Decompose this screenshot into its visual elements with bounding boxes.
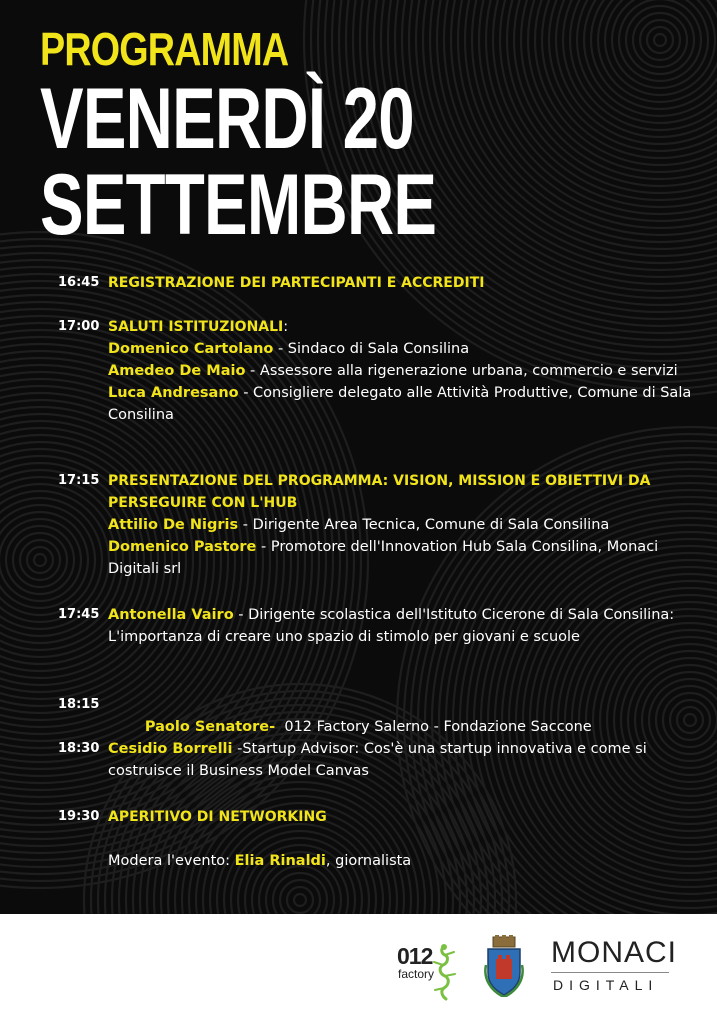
- time-label: 17:45: [58, 607, 100, 622]
- speaker-role: - Promotore dell'Innovation Hub Sala Consilina, Monaci Digitali srl: [108, 539, 659, 577]
- date-heading-day: VENERDÌ 20: [40, 71, 414, 167]
- item-title: SALUTI ISTITUZIONALI: [108, 319, 284, 335]
- digitali-wordmark: DIGITALI: [553, 977, 659, 993]
- item-title: REGISTRAZIONE DEI PARTECIPANTI E ACCREDITI: [108, 275, 485, 291]
- speaker-role: - Consigliere delegato alle Attività Produttive, Comune di Sala Consilina: [108, 385, 692, 423]
- speaker-role: - Dirigente Area Tecnica, Comune di Sala Consilina: [238, 517, 610, 533]
- item-title: APERITIVO DI NETWORKING: [108, 809, 327, 825]
- item-title-colon: :: [283, 319, 289, 335]
- speaker-name: Cesidio Borrelli: [108, 741, 233, 757]
- speaker-role: - Sindaco di Sala Consilina: [273, 341, 470, 357]
- speaker-name: Attilio De Nigris: [108, 517, 239, 533]
- speaker-name: Antonella Vairo: [108, 607, 234, 623]
- speaker-role: 012 Factory Salerno - Fondazione Saccone: [275, 719, 592, 735]
- speaker-role: - Assessore alla rigenerazione urbana, commercio e servizi: [245, 363, 678, 379]
- time-label: 18:30: [58, 741, 100, 756]
- time-label: 18:15: [58, 697, 100, 712]
- municipal-crest-icon: [483, 935, 525, 997]
- logo-012-word: factory: [398, 967, 435, 981]
- speaker-name: Domenico Pastore: [108, 539, 257, 555]
- logo-012-factory: [397, 943, 467, 1003]
- speaker-role: - Dirigente scolastica dell'Istituto Cicerone di Sala Consilina: L'importanza di creare uno spazio di stimolo per giovani e scuole: [108, 607, 675, 645]
- moderator-name: Elia Rinaldi: [234, 853, 326, 869]
- moderator-suffix: , giornalista: [325, 853, 412, 869]
- moderator-prefix: Modera l'evento:: [108, 853, 235, 869]
- time-label: 19:30: [58, 809, 100, 824]
- time-label: 17:00: [58, 319, 100, 334]
- speaker-name: Domenico Cartolano: [108, 341, 274, 357]
- speaker-role: -Startup Advisor: Cos'è una startup innovativa e come si costruisce il Business Model Canvas: [108, 741, 647, 779]
- time-label: 16:45: [58, 275, 100, 290]
- monaci-divider: [551, 972, 669, 973]
- speaker-name: Amedeo De Maio: [108, 363, 246, 379]
- speaker-name: Paolo Senatore-: [144, 719, 276, 735]
- gecko-icon: [430, 943, 460, 1003]
- monaci-wordmark: MONACI: [551, 936, 677, 969]
- item-title: PRESENTAZIONE DEL PROGRAMMA: VISION, MISSION E OBIETTIVI DA PERSEGUIRE CON L'HUB: [108, 473, 651, 511]
- logo-012-number: 012: [397, 943, 433, 969]
- time-label: 17:15: [58, 473, 100, 488]
- programma-heading: PROGRAMMA: [40, 23, 289, 75]
- speaker-name: Luca Andresano: [108, 385, 239, 401]
- date-heading-month: SETTEMBRE: [40, 157, 437, 253]
